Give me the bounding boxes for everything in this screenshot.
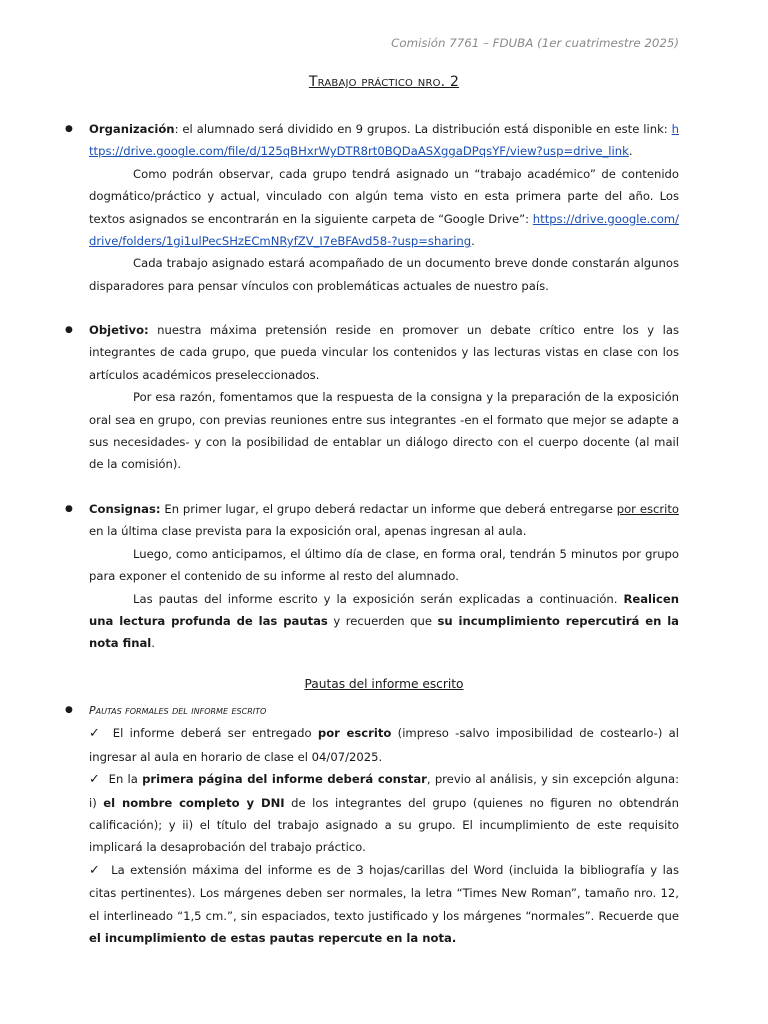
objetivo-label: Objetivo: bbox=[89, 323, 149, 337]
consignas-paragraph: Consignas: En primer lugar, el grupo deberá redactar un informe que deberá entregarse por escrito en la última clase prevista para la exposición oral, apenas ingresan al aula. bbox=[89, 502, 679, 539]
checkmark-icon: ✓ bbox=[89, 772, 101, 788]
consignas-label: Consignas: bbox=[89, 502, 161, 516]
organizacion-paragraph-2: Como podrán observar, cada grupo tendrá asignado un “trabajo académico” de contenido dogmático/práctico y actual, vinculado con algún tema visto en esta primera parte del año. Los textos asignados se encontrarán en la siguiente carpeta de “Google Drive”: https://drive.google.com/drive/folders/1gi1ulPecSHzECmNRyfZV_I7eBFAvd58-?usp=sharing. bbox=[89, 166, 679, 249]
bullet-icon: ● bbox=[65, 504, 73, 514]
section-consignas bbox=[65, 498, 679, 655]
bullet-icon: ● bbox=[65, 325, 73, 335]
consignas-paragraph-2: Luego, como anticipamos, el último día de clase, en forma oral, tendrán 5 minutos por grupo para exponer el contenido de su informe al resto del alumnado. bbox=[89, 546, 679, 584]
checkmark-icon: ✓ bbox=[89, 726, 103, 742]
section-pautas-formales bbox=[65, 699, 679, 949]
section-objetivo bbox=[65, 319, 679, 476]
objetivo-paragraph-2: Por esa razón, fomentamos que la respuesta de la consigna y la preparación de la exposición oral sea en grupo, con previas reuniones entre sus integrantes -en el formato que mejor se adapte a sus necesidades- y con la posibilidad de entablar un diálogo directo con el cuerpo docente (al mail de la comisión). bbox=[89, 390, 679, 472]
section-organizacion bbox=[65, 118, 679, 297]
pautas-title: Pautas del informe escrito bbox=[304, 677, 464, 691]
consignas-paragraph-3: Las pautas del informe escrito y la exposición serán explicadas a continuación. Realicen una lectura profunda de las pautas y recuerden que su incumplimiento repercutirá en la nota final. bbox=[89, 591, 679, 651]
organizacion-paragraph: Organización: el alumnado será dividido en 9 grupos. La distribución está disponible en este link: https://drive.google.com/file/d/125qBHxrWyDTR8rt0BQDaASXggaDPqsYF/view?usp=drive_link. bbox=[89, 122, 679, 159]
pautas-label: Pautas formales del informe escrito bbox=[89, 704, 267, 717]
pauta-item-extension: ✓ La extensión máxima del informe es de 3 hojas/carillas del Word (incluida la bibliografía y las citas pertinentes). Los márgenes deben ser normales, la letra “Times New Roman”, tamaño nro. 12, el interlineado “1,5 cm.”, sin espaciados, texto justificado y los márgenes “normales”. Recuerde que el incumplimiento de estas pautas repercute en la nota. bbox=[89, 862, 679, 946]
page-header: Comisión 7761 – FDUBA (1er cuatrimestre 2025) bbox=[391, 36, 679, 50]
organizacion-label: Organización bbox=[89, 122, 175, 136]
bullet-icon: ● bbox=[65, 705, 73, 715]
document-title: Trabajo práctico nro. 2 bbox=[308, 74, 460, 90]
pauta-item-entrega: ✓ El informe deberá ser entregado por escrito (impreso -salvo imposibilidad de costearlo-) al ingresar al aula en horario de clase el 04/07/2025. bbox=[89, 726, 679, 764]
checkmark-icon: ✓ bbox=[89, 862, 102, 878]
drive-folder-link[interactable]: https://drive.google.com/drive/folders/1gi1ulPecSHzECmNRyfZV_I7eBFAvd58-?usp=sharing bbox=[89, 211, 679, 249]
organizacion-paragraph-3: Cada trabajo asignado estará acompañado de un documento breve donde constarán algunos disparadores para pensar vínculos con problemáticas actuales de nuestro país. bbox=[89, 256, 679, 293]
objetivo-paragraph: Objetivo: nuestra máxima pretensión reside en promover un debate crítico entre los y las integrantes de cada grupo, que pueda vincular los contenidos y las lecturas vistas en clase con los artículos académicos preseleccionados. bbox=[89, 323, 679, 382]
pauta-item-primera-pagina: ✓ En la primera página del informe deberá constar, previo al análisis, y sin excepción alguna: i) el nombre completo y DNI de los integrantes del grupo (quienes no figuren no obtendrán calificación); y ii) el título del trabajo asignado a su grupo. El incumplimiento de este requisito implicará la desaprobación del trabajo práctico. bbox=[89, 772, 679, 855]
bullet-icon: ● bbox=[65, 124, 73, 134]
distribution-link[interactable]: https://drive.google.com/file/d/125qBHxrWyDTR8rt0BQDaASXggaDPqsYF/view?usp=drive_link bbox=[89, 122, 679, 159]
